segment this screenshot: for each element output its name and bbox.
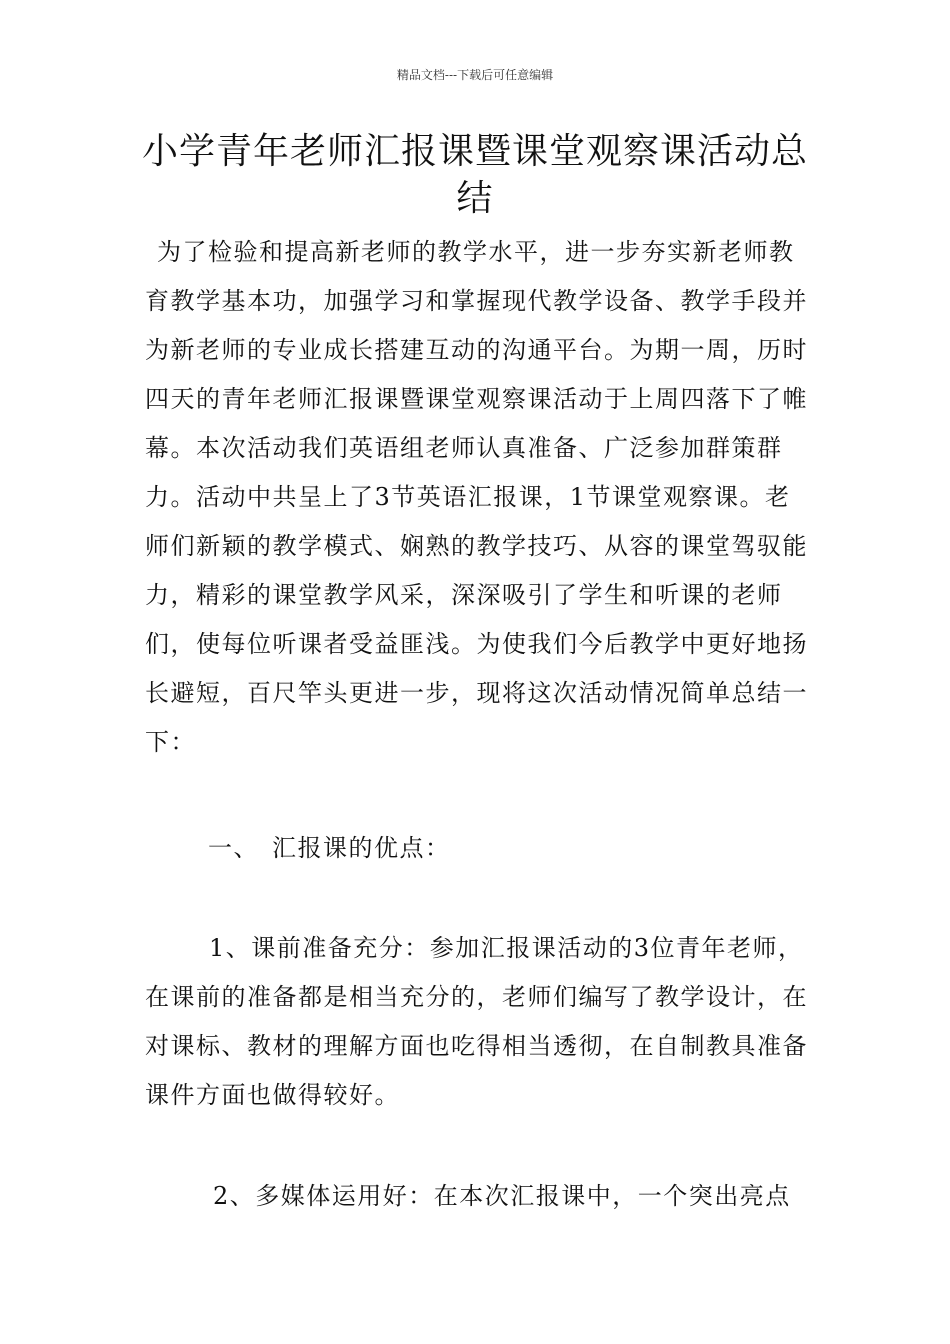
header-note: 精品文档---下载后可任意编辑 <box>396 68 554 82</box>
document-title: 小学青年老师汇报课暨课堂观察课活动总结 <box>141 131 808 219</box>
section-heading <box>208 828 451 868</box>
section-heading-text: 汇报课的优点： <box>272 834 451 862</box>
point-paragraph-1: 1、课前准备充分：参加汇报课活动的3位青年老师，在课前的准备都是相当充分的，老师们编写了教学设计，在对课标、教材的理解方面也吃得相当透彻，在自制教具准备课件方面也做得较好。 <box>145 934 808 1109</box>
section-number: 一、 <box>208 834 259 862</box>
intro-paragraph: 为了检验和提高新老师的教学水平，进一步夯实新老师教育教学基本功，加强学习和掌握现代教学设备、教学手段并为新老师的专业成长搭建互动的沟通平台。为期一周，历时四天的青年老师汇报课暨课堂观察课活动于上周四落下了帷幕。本次活动我们英语组老师认真准备、广泛参加群策群力。活动中共呈上了3节英语汇报课，1节课堂观察课。老师们新颖的教学模式、娴熟的教学技巧、从容的课堂驾驭能力，精彩的课堂教学风采，深深吸引了学生和听课的老师们，使每位听课者受益匪浅。为使我们今后教学中更好地扬长避短，百尺竿头更进一步，现将这次活动情况简单总结一下： <box>145 238 808 756</box>
point-paragraph-2: 2、多媒体运用好：在本次汇报课中，一个突出亮点 <box>213 1182 791 1210</box>
